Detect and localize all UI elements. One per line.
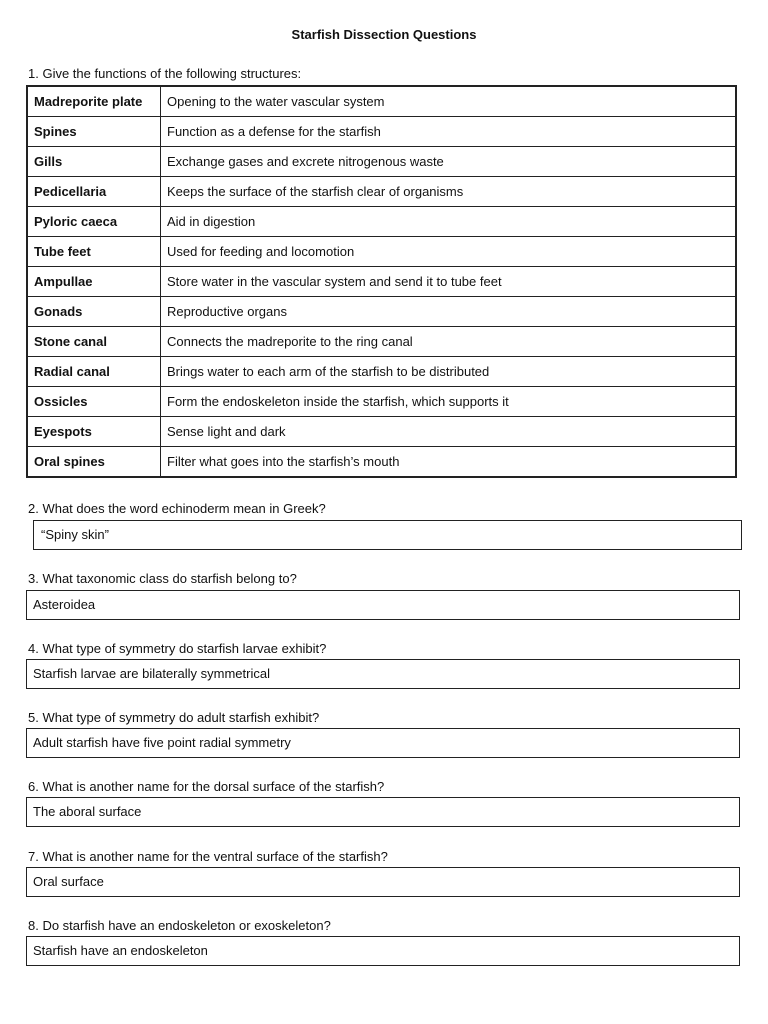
structure-name: Eyespots <box>27 417 161 447</box>
table-row <box>27 297 736 327</box>
table-row <box>27 117 736 147</box>
structure-function: Exchange gases and excrete nitrogenous waste <box>161 147 737 177</box>
question-6-answer[interactable]: The aboral surface <box>26 797 740 827</box>
question-3-answer[interactable]: Asteroidea <box>26 590 740 620</box>
question-8-prompt: 8. Do starfish have an endoskeleton or exoskeleton? <box>28 918 331 933</box>
question-5-answer[interactable]: Adult starfish have five point radial symmetry <box>26 728 740 758</box>
table-row <box>27 327 736 357</box>
table-row <box>27 147 736 177</box>
question-7-prompt: 7. What is another name for the ventral surface of the starfish? <box>28 849 388 864</box>
question-4-prompt: 4. What type of symmetry do starfish larvae exhibit? <box>28 641 327 656</box>
structure-function: Store water in the vascular system and send it to tube feet <box>161 267 737 297</box>
structure-function: Aid in digestion <box>161 207 737 237</box>
table-row <box>27 86 736 117</box>
table-row <box>27 237 736 267</box>
table-row <box>27 267 736 297</box>
structure-name: Pyloric caeca <box>27 207 161 237</box>
question-7-answer[interactable]: Oral surface <box>26 867 740 897</box>
structure-name: Radial canal <box>27 357 161 387</box>
structure-function: Reproductive organs <box>161 297 737 327</box>
structure-name: Stone canal <box>27 327 161 357</box>
structure-name: Oral spines <box>27 447 161 478</box>
page-title: Starfish Dissection Questions <box>291 27 477 42</box>
table-row <box>27 387 736 417</box>
structure-name: Spines <box>27 117 161 147</box>
structure-function: Connects the madreporite to the ring canal <box>161 327 737 357</box>
structure-function: Form the endoskeleton inside the starfish, which supports it <box>161 387 737 417</box>
structure-function: Opening to the water vascular system <box>161 86 737 117</box>
table-row <box>27 417 736 447</box>
structure-name: Gills <box>27 147 161 177</box>
question-5-prompt: 5. What type of symmetry do adult starfish exhibit? <box>28 710 320 725</box>
structure-function: Filter what goes into the starfish’s mouth <box>161 447 737 478</box>
table-row <box>27 207 736 237</box>
structure-function: Function as a defense for the starfish <box>161 117 737 147</box>
structure-name: Gonads <box>27 297 161 327</box>
question-8-answer[interactable]: Starfish have an endoskeleton <box>26 936 740 966</box>
structure-name: Tube feet <box>27 237 161 267</box>
table-row <box>27 177 736 207</box>
structure-name: Madreporite plate <box>27 86 161 117</box>
question-2-answer[interactable]: “Spiny skin” <box>33 520 742 550</box>
question-6-prompt: 6. What is another name for the dorsal surface of the starfish? <box>28 779 385 794</box>
structure-function: Used for feeding and locomotion <box>161 237 737 267</box>
structure-function: Keeps the surface of the starfish clear of organisms <box>161 177 737 207</box>
question-1-prompt: 1. Give the functions of the following structures: <box>28 66 302 81</box>
question-4-answer[interactable]: Starfish larvae are bilaterally symmetrical <box>26 659 740 689</box>
structure-function: Brings water to each arm of the starfish to be distributed <box>161 357 737 387</box>
table-row <box>27 357 736 387</box>
table-row <box>27 447 736 478</box>
structure-function: Sense light and dark <box>161 417 737 447</box>
question-3-prompt: 3. What taxonomic class do starfish belong to? <box>28 571 297 586</box>
structure-name: Pedicellaria <box>27 177 161 207</box>
structures-table <box>26 85 737 478</box>
structure-name: Ampullae <box>27 267 161 297</box>
structure-name: Ossicles <box>27 387 161 417</box>
question-2-prompt: 2. What does the word echinoderm mean in Greek? <box>28 501 326 516</box>
